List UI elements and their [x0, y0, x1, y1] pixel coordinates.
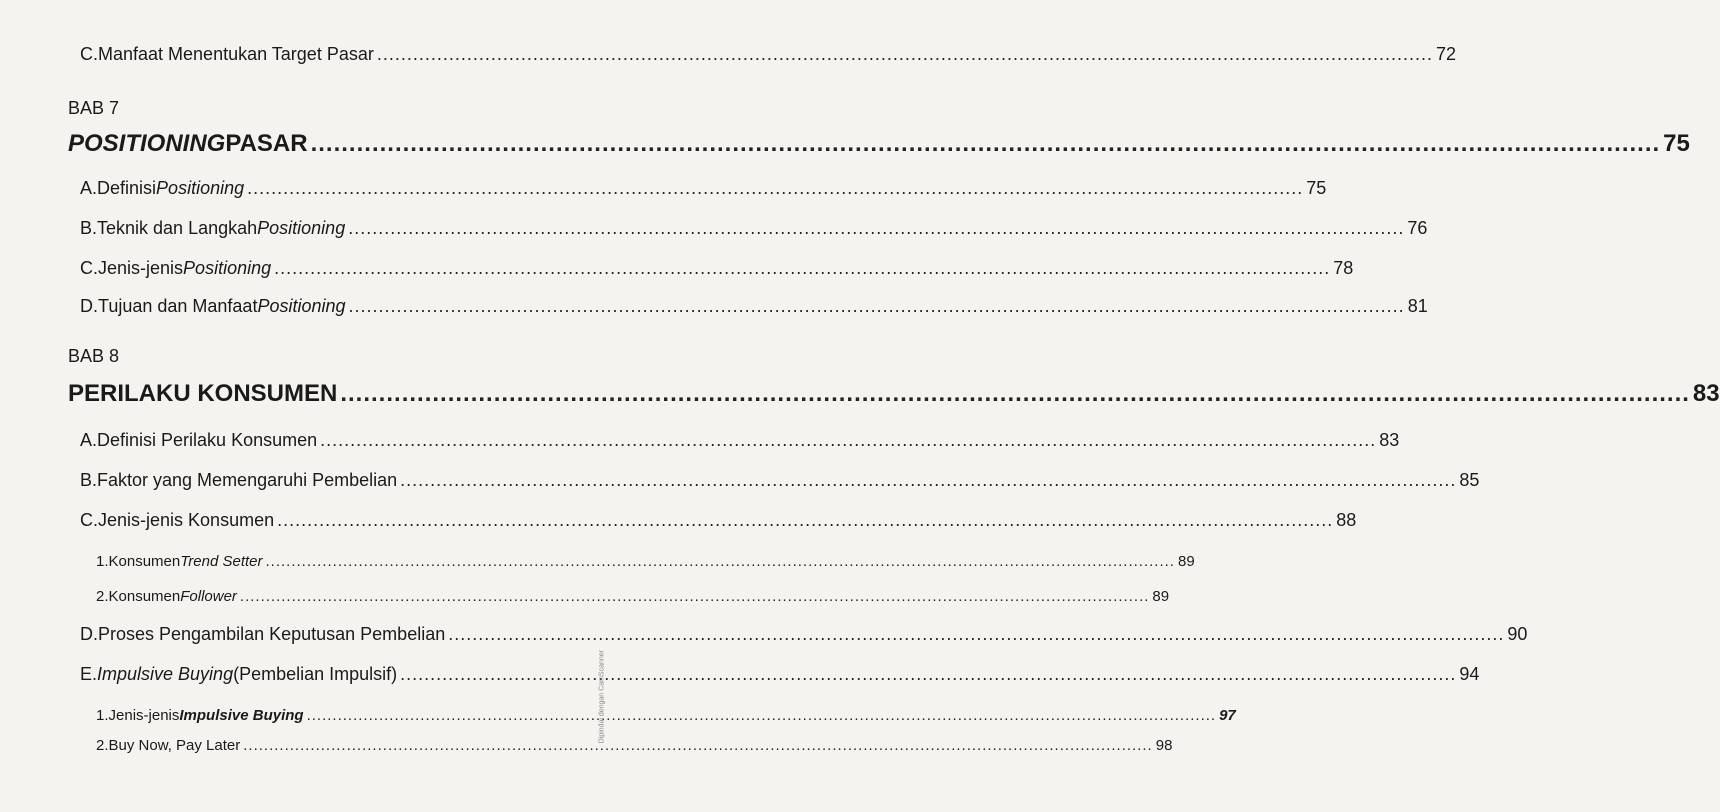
dot-leader	[266, 553, 1175, 570]
entry-letter: D.	[80, 296, 98, 316]
toc-subentry-follower	[0, 588, 1170, 605]
page-number: 85	[1459, 470, 1480, 490]
entry-letter: A.	[80, 430, 98, 450]
entry-title: Konsumen	[108, 588, 181, 605]
entry-letter: A.	[80, 178, 98, 198]
entry-number: 2.	[96, 737, 109, 754]
entry-title: Jenis-jenis	[98, 258, 184, 278]
dot-leader	[274, 258, 1330, 279]
page-number: 97	[1219, 707, 1236, 724]
entry-letter: D.	[80, 624, 98, 644]
dot-leader	[400, 470, 1456, 491]
entry-title: Jenis-jenis	[108, 707, 180, 724]
chapter-title-text: PERILAKU KONSUMEN	[68, 380, 338, 407]
dot-leader	[320, 430, 1376, 451]
toc-entry-jenis-positioning	[0, 258, 1354, 279]
toc-entry-teknik-positioning	[0, 218, 1428, 239]
page-number: 94	[1459, 664, 1480, 684]
entry-title-italic: Positioning	[257, 296, 346, 316]
dot-leader	[247, 178, 1303, 199]
dot-leader	[348, 218, 1404, 239]
chapter-label-bab8: BAB 8	[68, 346, 120, 366]
entry-title-italic: Follower	[180, 588, 237, 605]
dot-leader	[311, 130, 1661, 158]
toc-entry-faktor-pembelian	[0, 470, 1480, 491]
page-number: 83	[1692, 380, 1720, 407]
chapter-title-italic: POSITIONING	[68, 130, 226, 157]
page-number: 72	[1436, 44, 1457, 64]
toc-entry-target-pasar	[0, 44, 1457, 65]
page-number: 78	[1333, 258, 1354, 278]
toc-entry-definisi-positioning	[0, 178, 1327, 199]
page-number: 89	[1177, 553, 1195, 570]
page-number: 90	[1507, 624, 1528, 644]
dot-leader	[448, 624, 1504, 645]
entry-title-italic: Positioning	[183, 258, 272, 278]
entry-title-italic: Positioning	[156, 178, 245, 198]
entry-title: Teknik dan Langkah	[97, 218, 258, 238]
entry-title-italic: Positioning	[257, 218, 346, 238]
page-number: 76	[1407, 218, 1428, 238]
page-number: 89	[1152, 588, 1170, 605]
toc-entry-jenis-konsumen	[0, 510, 1357, 531]
entry-title: Faktor yang Memengaruhi Pembelian	[97, 470, 398, 490]
entry-title: Jenis-jenis Konsumen	[98, 510, 275, 530]
page-number: 88	[1336, 510, 1357, 530]
dot-leader	[349, 296, 1405, 317]
entry-title-italic: Impulsive Buying	[179, 707, 304, 724]
toc-subentry-jenis-impulsive	[0, 707, 1236, 724]
entry-letter: E.	[80, 664, 98, 684]
page-number: 98	[1155, 737, 1173, 754]
toc-subentry-buy-now-pay-later	[0, 737, 1173, 754]
page-number: 75	[1663, 130, 1690, 157]
scanner-watermark: Dipindai dengan CamScanner	[598, 650, 605, 744]
page-number: 81	[1407, 296, 1428, 316]
entry-number: 1.	[96, 553, 109, 570]
chapter-title-bab7	[0, 130, 1690, 158]
entry-number: 2.	[96, 588, 109, 605]
dot-leader	[377, 44, 1433, 65]
toc-entry-definisi-perilaku	[0, 430, 1400, 451]
entry-title: (Pembelian Impulsif)	[233, 664, 398, 684]
dot-leader	[277, 510, 1333, 531]
toc-entry-tujuan-positioning	[0, 296, 1428, 317]
dot-leader	[307, 707, 1216, 724]
entry-title: Konsumen	[108, 553, 181, 570]
dot-leader	[400, 664, 1456, 685]
entry-title-italic: Impulsive Buying	[97, 664, 234, 684]
entry-title: Buy Now, Pay Later	[108, 737, 241, 754]
entry-title: Proses Pengambilan Keputusan Pembelian	[98, 624, 446, 644]
chapter-title-rest: PASAR	[225, 130, 308, 157]
entry-letter: B.	[80, 218, 98, 238]
entry-title-italic: Trend Setter	[180, 553, 263, 570]
entry-letter: C.	[80, 44, 98, 64]
toc-subentry-trend-setter	[0, 553, 1195, 570]
toc-entry-impulsive-buying	[0, 664, 1480, 685]
toc-entry-proses-keputusan	[0, 624, 1528, 645]
entry-title: Definisi	[97, 178, 157, 198]
page-number: 75	[1306, 178, 1327, 198]
entry-letter: C.	[80, 258, 98, 278]
dot-leader	[243, 737, 1152, 754]
page-number: 83	[1379, 430, 1400, 450]
entry-title: Tujuan dan Manfaat	[98, 296, 258, 316]
entry-number: 1.	[96, 707, 109, 724]
chapter-label-bab7: BAB 7	[68, 98, 120, 118]
dot-leader	[240, 588, 1149, 605]
dot-leader	[340, 380, 1690, 408]
entry-title: Manfaat Menentukan Target Pasar	[98, 44, 374, 64]
entry-title: Definisi Perilaku Konsumen	[97, 430, 318, 450]
entry-letter: C.	[80, 510, 98, 530]
entry-letter: B.	[80, 470, 98, 490]
chapter-title-bab8	[0, 380, 1720, 408]
